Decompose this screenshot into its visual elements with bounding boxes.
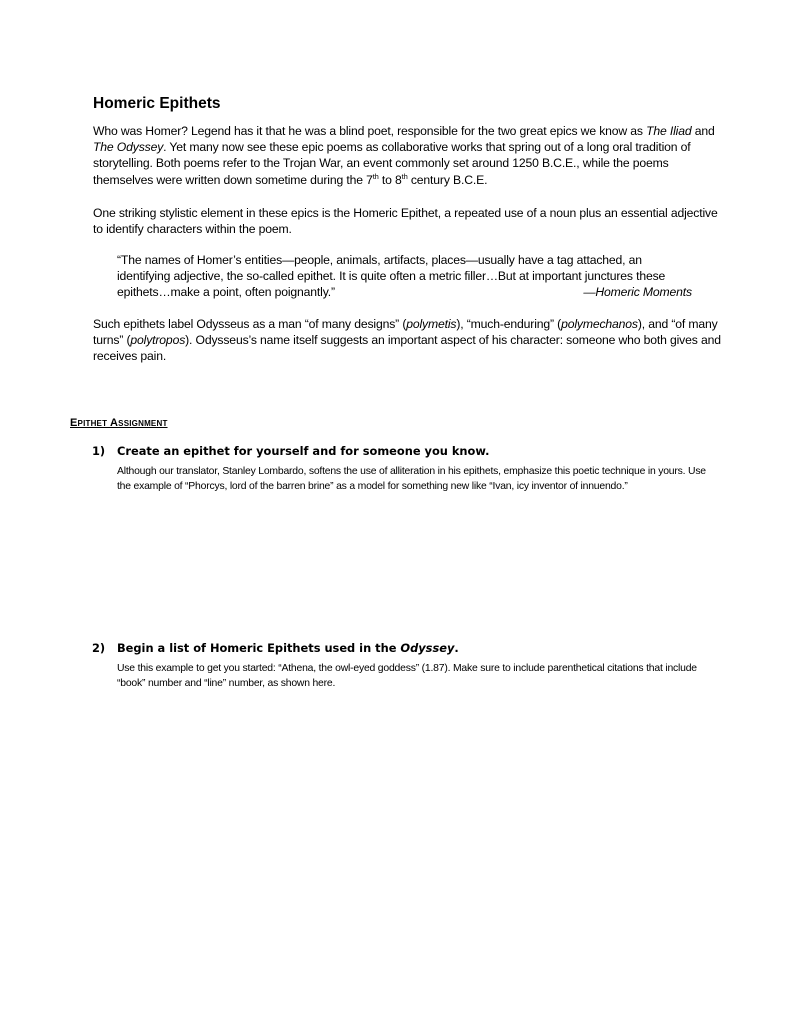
quote-source: —Homeric Moments bbox=[583, 285, 692, 300]
task-description: Although our translator, Stanley Lombardo, softens the use of alliteration in his epithets, emphasize this poetic technique in yours. Use the example of “Phorcys, lord of the barren brine” as a model for something new like “Ivan, icy inventor of innuendo.” bbox=[117, 466, 706, 492]
text-run: Who was Homer? Legend has it that he was a blind poet, responsible for the two great epics we know as bbox=[93, 124, 647, 138]
task-heading bbox=[92, 641, 732, 655]
text-run: and bbox=[691, 124, 715, 138]
text-run: ). Odysseus’s name itself suggests an important aspect of his character: someone who both gives and receives pain. bbox=[93, 333, 721, 364]
task-number: 1) bbox=[92, 444, 106, 458]
page-title: Homeric Epithets bbox=[93, 95, 221, 112]
text-run: century B.C.E. bbox=[407, 172, 488, 187]
text-run: to 8 bbox=[378, 172, 402, 187]
iliad-title: The Iliad bbox=[646, 124, 692, 138]
block-quote bbox=[117, 252, 692, 301]
task-number: 2) bbox=[92, 641, 106, 655]
odyssey-title: Odyssey bbox=[400, 641, 455, 655]
task-title: Create an epithet for yourself and for someone you know. bbox=[117, 444, 490, 458]
odysseus-epithets-paragraph bbox=[93, 316, 723, 365]
text-run: ), and “of many turns” ( bbox=[93, 317, 718, 348]
task-heading bbox=[92, 444, 732, 458]
text-run: ), “much-enduring” ( bbox=[456, 317, 562, 331]
intro-paragraph bbox=[93, 123, 723, 188]
task-description: Use this example to get you started: “Athena, the owl-eyed goddess” (1.87). Make sure to include parenthetical citations that include “book” number and “line” number, as shown here. bbox=[117, 663, 697, 689]
ordinal-suffix: th bbox=[401, 171, 408, 181]
odyssey-title: The Odyssey bbox=[93, 140, 164, 155]
greek-term: polymetis bbox=[406, 317, 457, 331]
text-run: . bbox=[454, 641, 459, 655]
text-run: Such epithets label Odysseus as a man “of many designs” ( bbox=[93, 317, 407, 331]
epithet-definition-paragraph: One striking stylistic element in these epics is the Homeric Epithet, a repeated use of a noun plus an essential adjective to identify characters within the poem. bbox=[93, 206, 718, 237]
task-item bbox=[92, 444, 732, 494]
task-title bbox=[117, 641, 459, 655]
greek-term: polytropos bbox=[130, 333, 186, 348]
text-run: . Yet many now see these epic poems as collaborative works that spring out of a long oral tradition of storytelling. Both poems refer to the Trojan War, an event commonly set around 1250 B.C.E., while the poems themselves were written down sometime during the 7 bbox=[93, 140, 691, 187]
quote-text: “The names of Homer’s entities—people, animals, artifacts, places—usually have a tag attached, an identifying adjective, the so-called epithet. It is quite often a metric filler…But at important junctures these epithets…make a point, often poignantly.” bbox=[117, 253, 666, 300]
ordinal-suffix: th bbox=[372, 171, 379, 181]
greek-term: polymechanos bbox=[561, 317, 638, 331]
task-item bbox=[92, 641, 732, 691]
assignment-heading: Epithet Assignment bbox=[70, 417, 168, 429]
text-run: Begin a list of Homeric Epithets used in the bbox=[117, 641, 401, 655]
